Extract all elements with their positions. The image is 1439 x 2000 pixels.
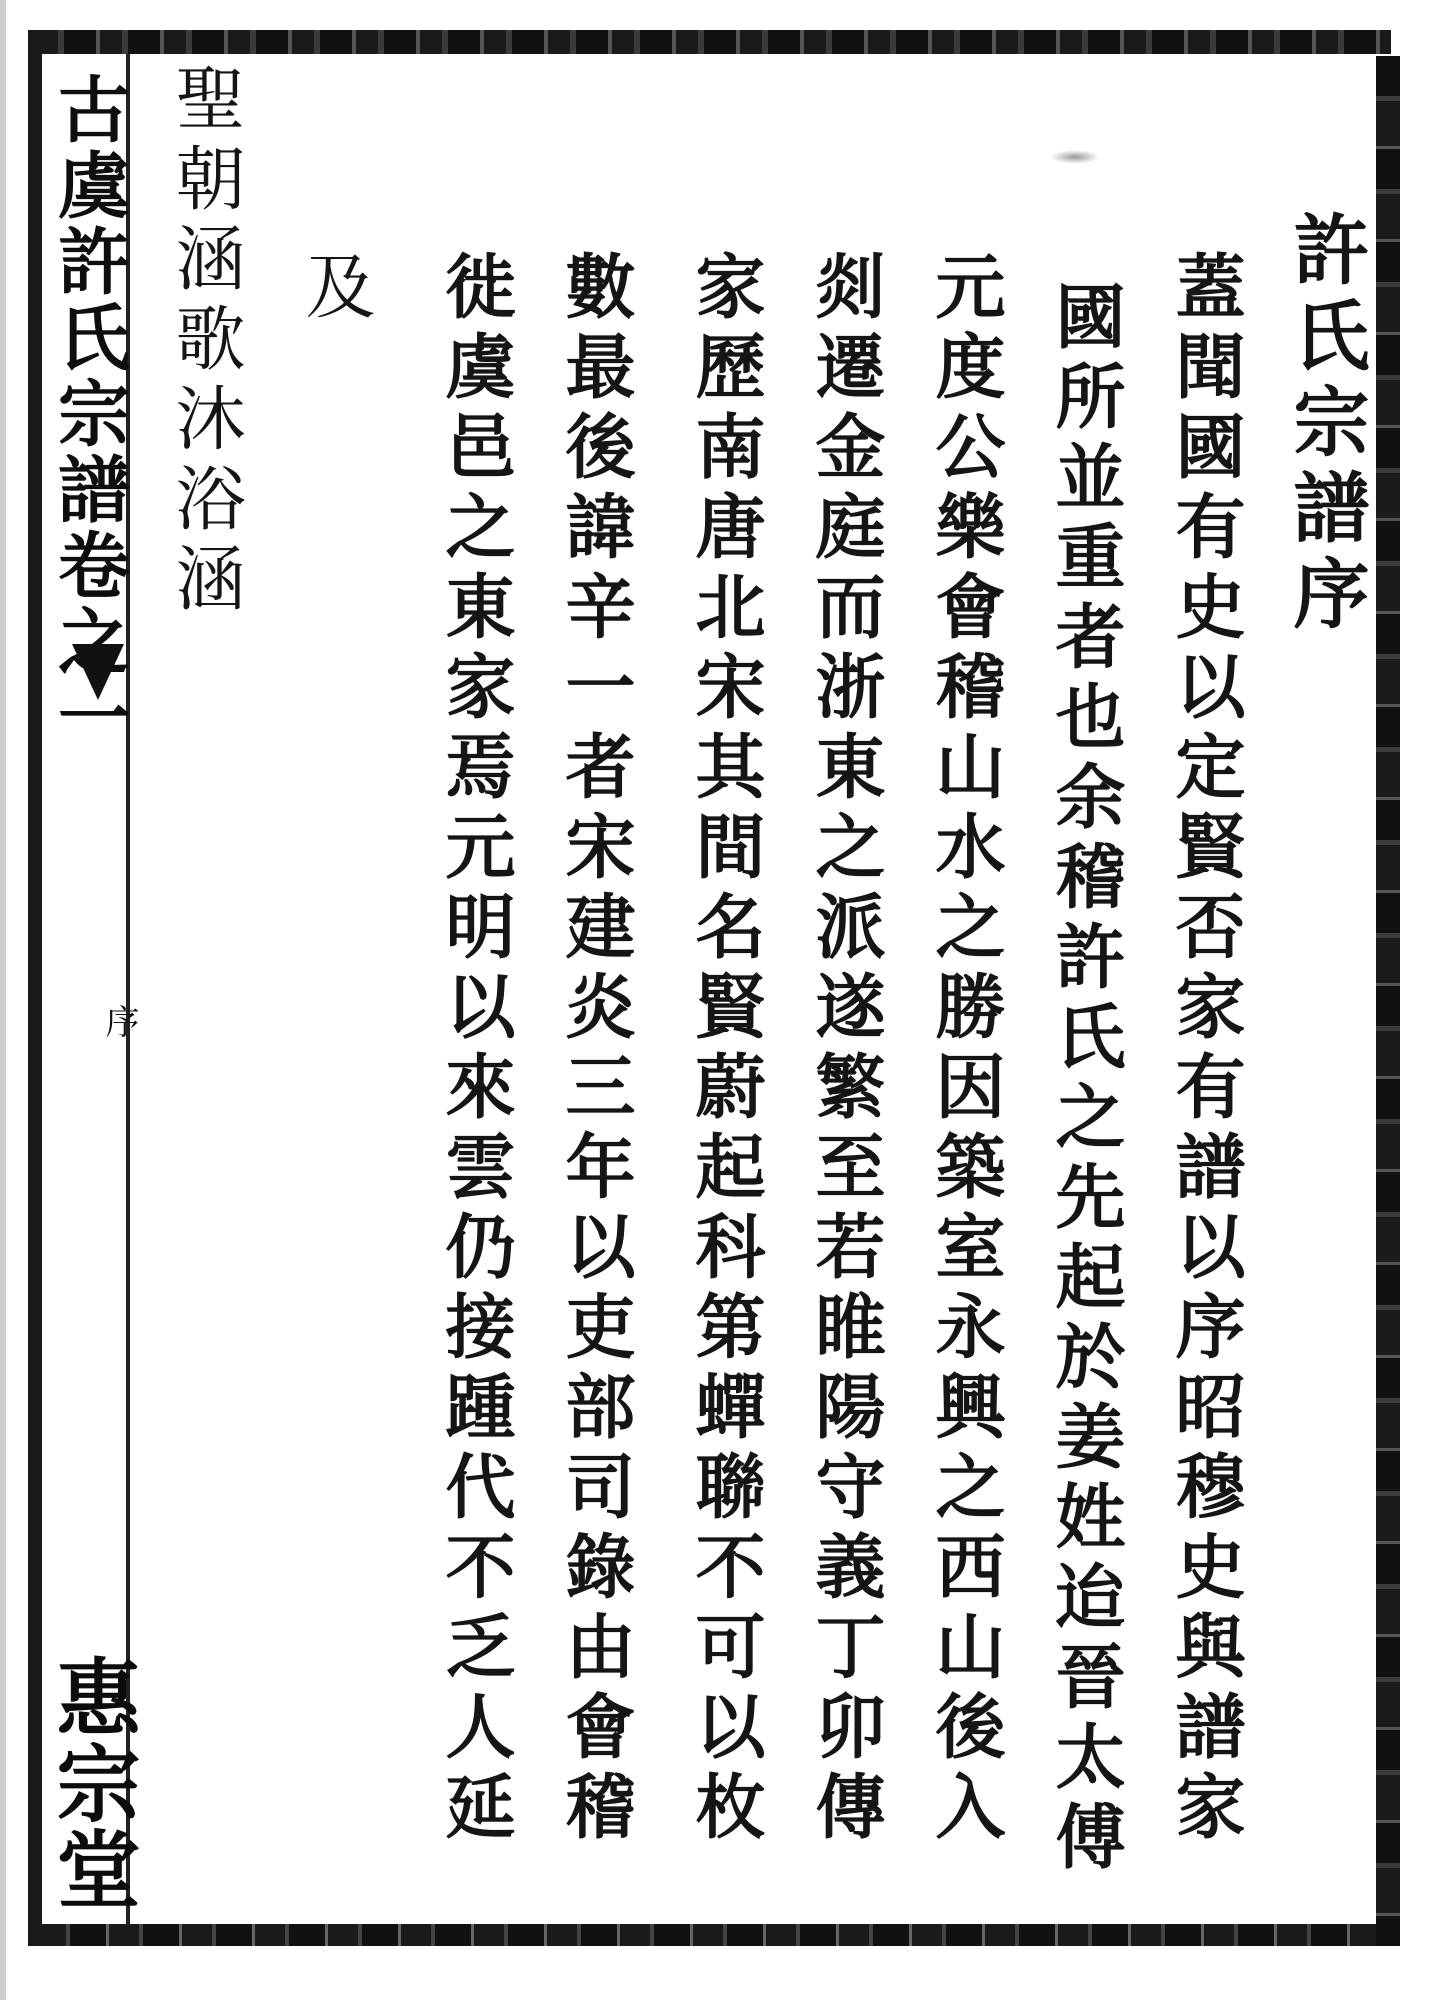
bottom-border bbox=[36, 1924, 1391, 1946]
text-column-8: 及 bbox=[294, 250, 376, 330]
page-gutter-shadow bbox=[0, 0, 6, 2000]
text-column-1: 蓋聞國有史以定賢否家有譜以序昭穆史與譜家 bbox=[1164, 250, 1247, 1850]
preface-title: 許氏宗譜序 bbox=[1281, 210, 1370, 640]
volume-label: 卷之一 bbox=[46, 528, 131, 756]
hall-name: 惠宗堂 bbox=[43, 1654, 142, 1912]
text-column-4: 剡遷金庭而浙東之派遂繁至若睢陽守義丁卯傳 bbox=[804, 250, 887, 1850]
text-column-6: 數最後諱辛一者宋建炎三年以吏部司錄由會稽 bbox=[554, 250, 637, 1850]
text-column-9-elevated: 聖朝涵歌沐浴涵 bbox=[164, 62, 246, 622]
top-border bbox=[36, 30, 1391, 54]
left-border bbox=[28, 30, 42, 1946]
fishtail-mark bbox=[72, 644, 124, 700]
right-border bbox=[1376, 56, 1400, 1946]
section-label: 序 bbox=[99, 1004, 139, 1038]
text-column-5: 家歷南唐北宋其間名賢蔚起科第蟬聯不可以枚 bbox=[684, 250, 767, 1850]
text-column-7: 徙虞邑之東家焉元明以來雲仍接踵代不乏人延 bbox=[434, 250, 517, 1850]
text-column-2: 國所並重者也余稽許氏之先起於姜姓迨晉太傅 bbox=[1044, 280, 1127, 1880]
block-margin-strip bbox=[42, 54, 142, 1924]
book-title-text: 古虞許氏宗譜 bbox=[46, 72, 131, 528]
ink-smudge bbox=[1050, 150, 1100, 164]
text-column-3: 元度公樂會稽山水之勝因築室永興之西山後入 bbox=[924, 250, 1007, 1850]
